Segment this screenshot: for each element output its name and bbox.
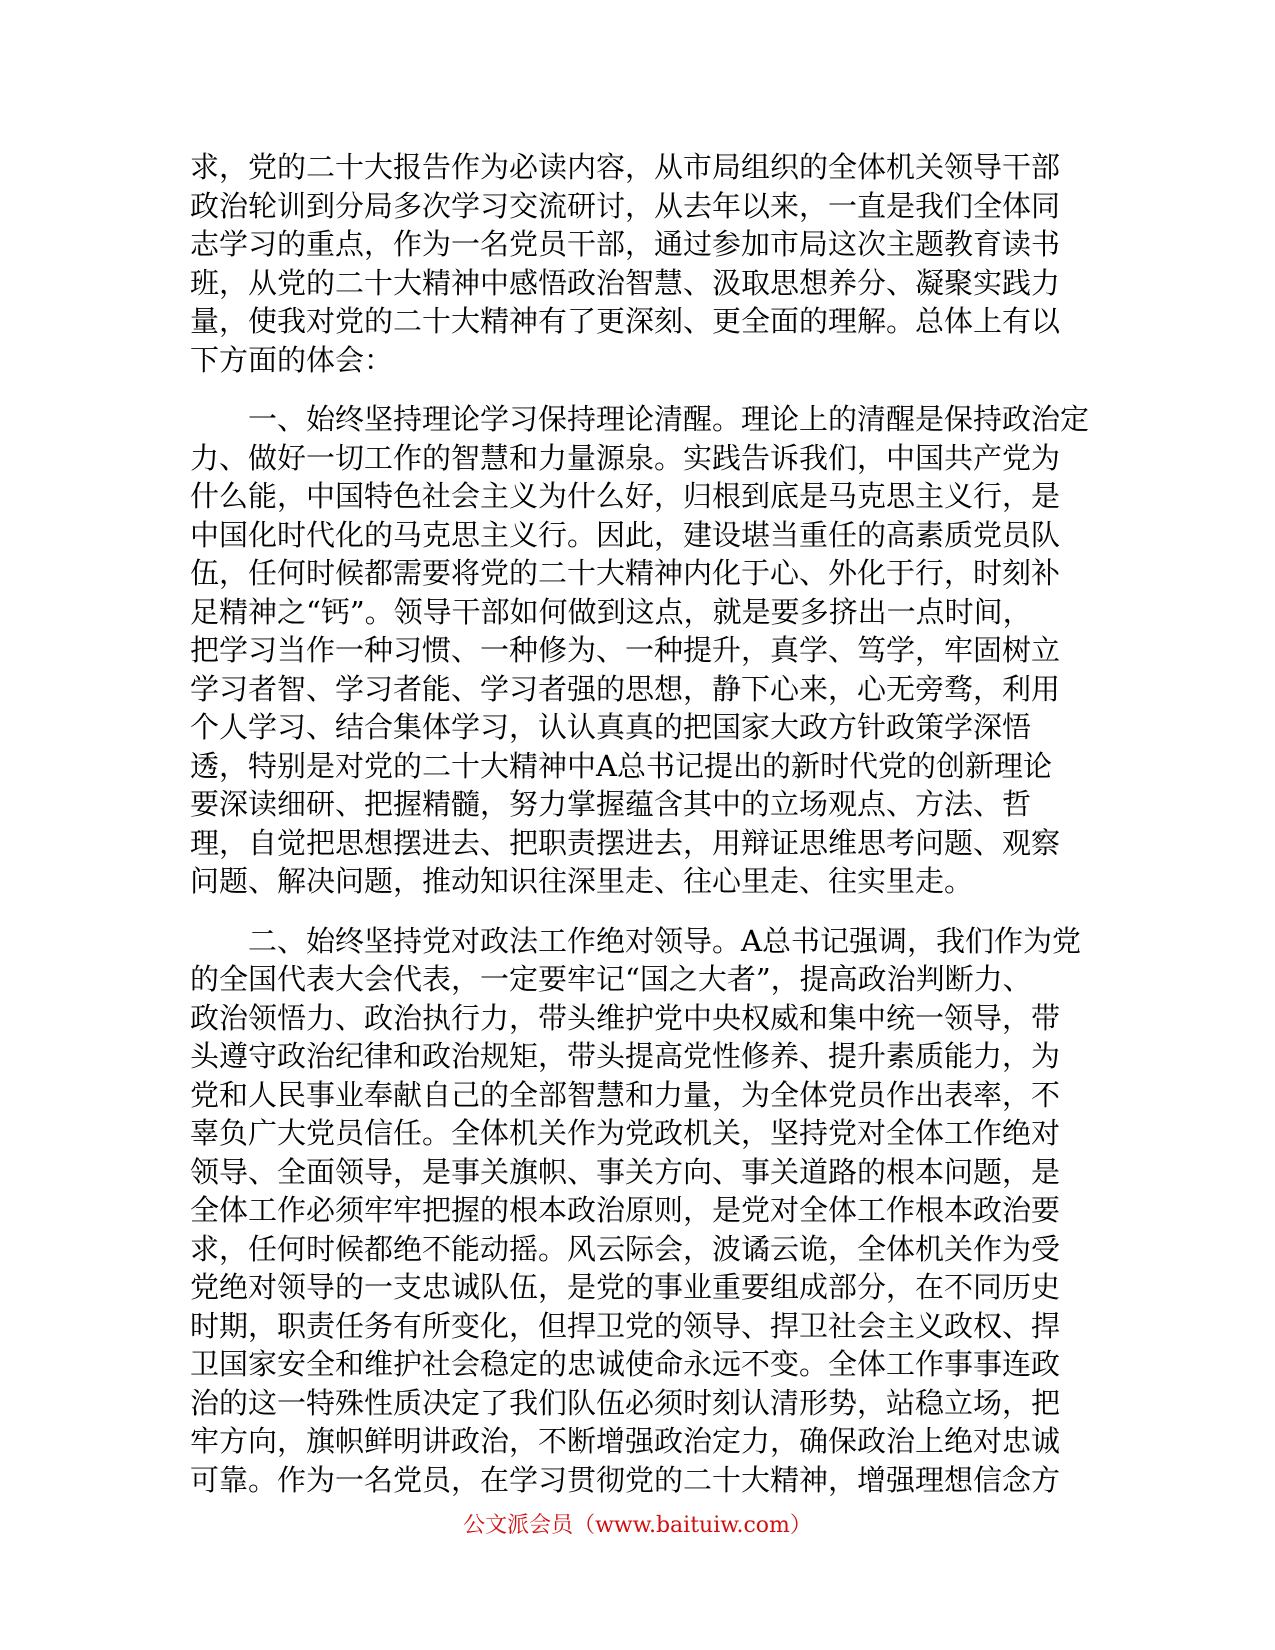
paragraph-spacer (190, 901, 1090, 922)
text-line: 头遵守政治纪律和政治规矩，带头提高党性修养、提升素质能力，为 (190, 1039, 1061, 1073)
text-line: 求，党的二十大报告作为必读内容，从市局组织的全体机关领导干部 (190, 150, 1061, 184)
text-line: 卫国家安全和维护社会稳定的忠诚使命永远不变。全体工作事事连政 (190, 1347, 1061, 1381)
text-line: 政治轮训到分局多次学习交流研讨，从去年以来，一直是我们全体同 (190, 188, 1061, 223)
text-line: 一、始终坚持理论学习保持理论清醒。理论上的清醒是保持政治定 (190, 402, 1090, 436)
text-line: 可靠。作为一名党员，在学习贯彻党的二十大精神，增强理想信念方 (190, 1462, 1061, 1497)
text-line: 的全国代表大会代表，一定要牢记“国之大者”，提高政治判断力、 (190, 962, 1032, 996)
text-line: 班，从党的二十大精神中感悟政治智慧、汲取思想养分、凝聚实践力 (190, 265, 1061, 300)
text-line: 时期，职责任务有所变化，但捍卫党的领导、捍卫社会主义政权、捍 (190, 1308, 1061, 1343)
text-line: 领导、全面领导，是事关旗帜、事关方向、事关道路的根本问题，是 (190, 1154, 1061, 1189)
text-line: 什么能，中国特色社会主义为什么好，归根到底是马克思主义行，是 (190, 479, 1061, 513)
text-line: 求，任何时候都绝不能动摇。风云际会，波谲云诡，全体机关作为受 (190, 1231, 1061, 1266)
text-line: 伍，任何时候都需要将党的二十大精神内化于心、外化于行，时刻补 (190, 556, 1061, 590)
text-line: 透，特别是对党的二十大精神中A总书记提出的新时代党的创新理论 (190, 748, 1052, 783)
paragraph-section-two (190, 922, 1090, 1500)
text-line: 问题、解决问题，推动知识往深里走、往心里走、往实里走。 (190, 864, 974, 898)
paragraph-section-one (190, 400, 1090, 901)
text-line: 力、做好一切工作的智慧和力量源泉。实践告诉我们，中国共产党为 (190, 440, 1061, 475)
text-line: 把学习当作一种习惯、一种修为、一种提升，真学、笃学，牢固树立 (190, 633, 1061, 667)
text-line: 足精神之“钙”。领导干部如何做到这点，就是要多挤出一点时间， (190, 594, 1032, 629)
text-line: 全体工作必须牢牢把握的根本政治原则，是党对全体工作根本政治要 (190, 1193, 1061, 1227)
footer-watermark-text: 公文派会员（www.baituiw.com） (463, 1513, 812, 1538)
text-line: 辜负广大党员信任。全体机关作为党政机关，坚持党对全体工作绝对 (190, 1116, 1061, 1150)
text-line: 牢方向，旗帜鲜明讲政治，不断增强政治定力，确保政治上绝对忠诚 (190, 1424, 1061, 1458)
text-line: 二、始终坚持党对政法工作绝对领导。A总书记强调，我们作为党 (190, 923, 1081, 958)
paragraph-intro (190, 148, 1090, 379)
text-line: 要深读细研、把握精髓，努力掌握蕴含其中的立场观点、方法、哲 (190, 787, 1032, 821)
text-line: 党和人民事业奉献自己的全部智慧和力量，为全体党员作出表率，不 (190, 1077, 1061, 1112)
paragraph-spacer (190, 379, 1090, 400)
text-line: 理，自觉把思想摆进去、把职责摆进去，用辩证思维思考问题、观察 (190, 825, 1061, 860)
text-line: 个人学习、结合集体学习，认认真真的把国家大政方针政策学深悟 (190, 710, 1032, 744)
document-body (190, 148, 1090, 1499)
text-line: 量，使我对党的二十大精神有了更深刻、更全面的理解。总体上有以 (190, 304, 1061, 338)
text-line: 下方面的体会： (190, 342, 394, 377)
text-line: 中国化时代化的马克思主义行。因此，建设堪当重任的高素质党员队 (190, 517, 1061, 552)
text-line: 学习者智、学习者能、学习者强的思想，静下心来，心无旁骛，利用 (190, 671, 1061, 706)
text-line: 党绝对领导的一支忠诚队伍，是党的事业重要组成部分，在不同历史 (190, 1270, 1061, 1304)
text-line: 政治领悟力、政治执行力，带头维护党中央权威和集中统一领导，带 (190, 1000, 1061, 1035)
text-line: 志学习的重点，作为一名党员干部，通过参加市局这次主题教育读书 (190, 227, 1061, 261)
text-line: 治的这一特殊性质决定了我们队伍必须时刻认清形势，站稳立场，把 (190, 1385, 1061, 1420)
